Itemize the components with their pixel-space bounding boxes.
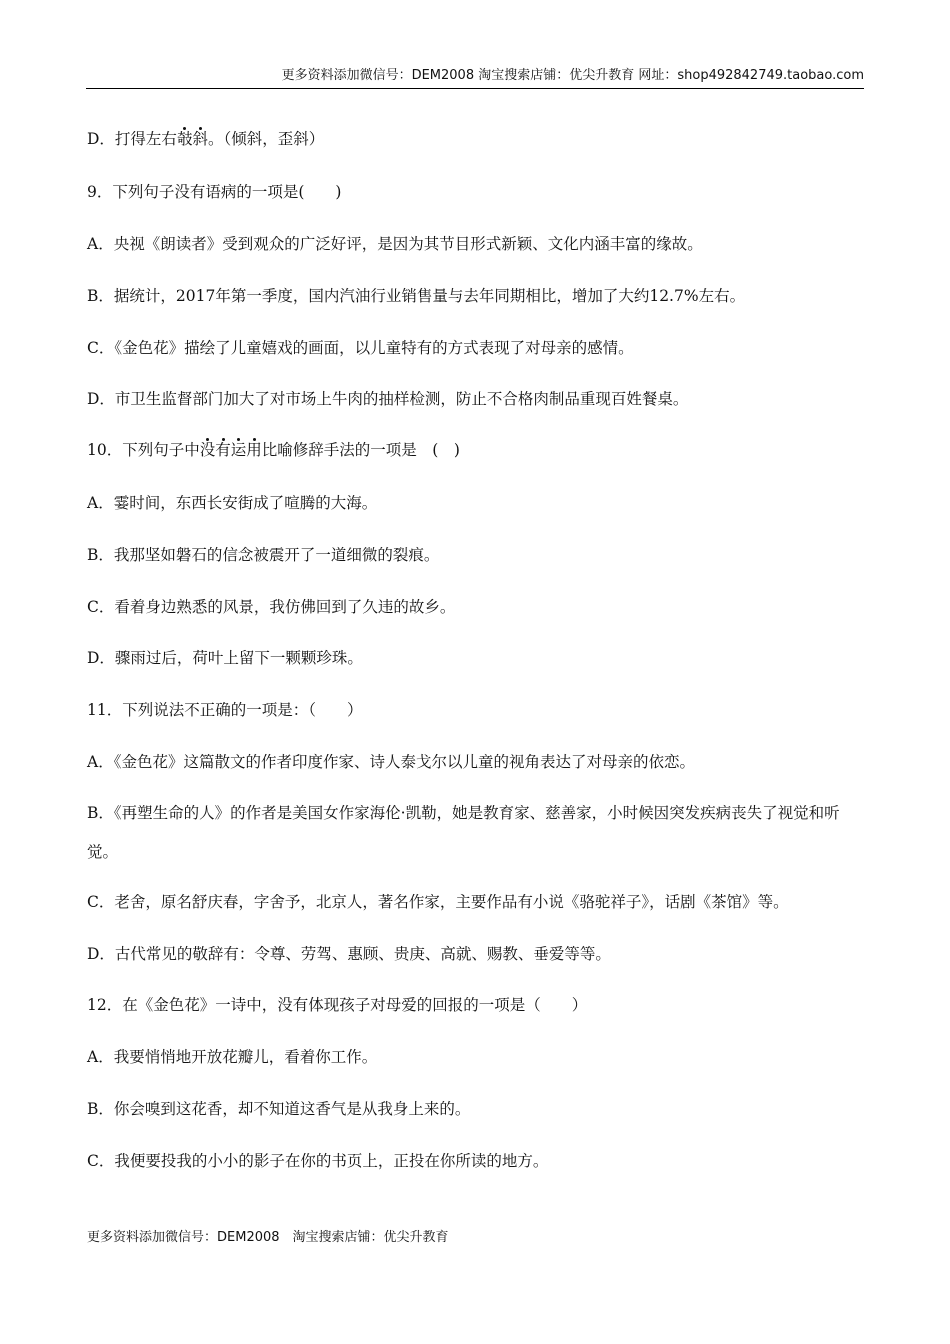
question-10: 10．下列句子中没有运用比喻修辞手法的一项是 ( ) — [87, 441, 460, 459]
emphasis-char: 攲 — [176, 130, 193, 148]
option-q9-c: C．《金色花》描绘了儿童嬉戏的画面，以儿童特有的方式表现了对母亲的感情。 — [87, 339, 634, 357]
option-q11-d: D．古代常见的敬辞有：令尊、劳驾、惠顾、贵庚、高就、赐教、垂爱等等。 — [87, 945, 611, 963]
option-q12-a: A．我要悄悄地开放花瓣儿，看着你工作。 — [87, 1048, 378, 1066]
emphasis-char: 有 — [215, 441, 231, 459]
header-text: 更多资料添加微信号：DEM2008 淘宝搜索店铺：优尖升教育 网址：shop492842749.taobao.com — [281, 68, 864, 83]
option-q10-b: B．我那坚如磐石的信念被震开了一道细微的裂痕。 — [87, 546, 440, 564]
option-q10-d: D．骤雨过后，荷叶上留下一颗颗珍珠。 — [87, 649, 363, 667]
option-q12-b: B．你会嗅到这花香，却不知道这香气是从我身上来的。 — [87, 1100, 471, 1118]
emphasis-char: 没 — [199, 441, 216, 459]
option-q9-b: B．据统计，2017年第一季度，国内汽油行业销售量与去年同期相比，增加了大约12.7%左右。 — [87, 287, 746, 305]
question-9: 9．下列句子没有语病的一项是( ) — [87, 183, 342, 201]
option-q11-b: B．《再塑生命的人》的作者是美国女作家海伦·凯勒，她是教育家、慈善家，小时候因突发疾病丧失了视觉和听觉。 — [87, 804, 840, 861]
option-q10-c: C．看着身边熟悉的风景，我仿佛回到了久违的故乡。 — [87, 598, 456, 616]
page-header — [86, 66, 864, 89]
page-footer — [87, 1226, 449, 1245]
option-q11-a: A．《金色花》这篇散文的作者印度作家、诗人泰戈尔以儿童的视角表达了对母亲的依恋。 — [87, 753, 695, 771]
option-q9-d: D．市卫生监督部门加大了对市场上牛肉的抽样检测，防止不合格肉制品重现百姓餐桌。 — [87, 390, 689, 408]
emphasis-char: 运 — [230, 441, 247, 459]
option-q12-c: C．我便要投我的小小的影子在你的书页上，正投在你所读的地方。 — [87, 1152, 549, 1170]
option-q8-d: D．打得左右攲斜。（倾斜，歪斜） — [87, 130, 325, 148]
emphasis-char: 斜 — [192, 130, 208, 148]
question-11: 11．下列说法不正确的一项是：（ ） — [87, 701, 363, 719]
emphasis-char: 用 — [246, 441, 262, 459]
question-12: 12．在《金色花》一诗中，没有体现孩子对母爱的回报的一项是（ ） — [87, 996, 588, 1014]
option-q9-a: A．央视《朗读者》受到观众的广泛好评，是因为其节目形式新颖、文化内涵丰富的缘故。 — [87, 235, 703, 253]
option-q11-c: C．老舍，原名舒庆春，字舍予，北京人，著名作家，主要作品有小说《骆驼祥子》，话剧《茶馆》等。 — [87, 893, 789, 911]
option-q10-a: A．霎时间，东西长安街成了喧腾的大海。 — [87, 494, 378, 512]
footer-text: 更多资料添加微信号：DEM2008 淘宝搜索店铺：优尖升教育 — [87, 1230, 449, 1245]
